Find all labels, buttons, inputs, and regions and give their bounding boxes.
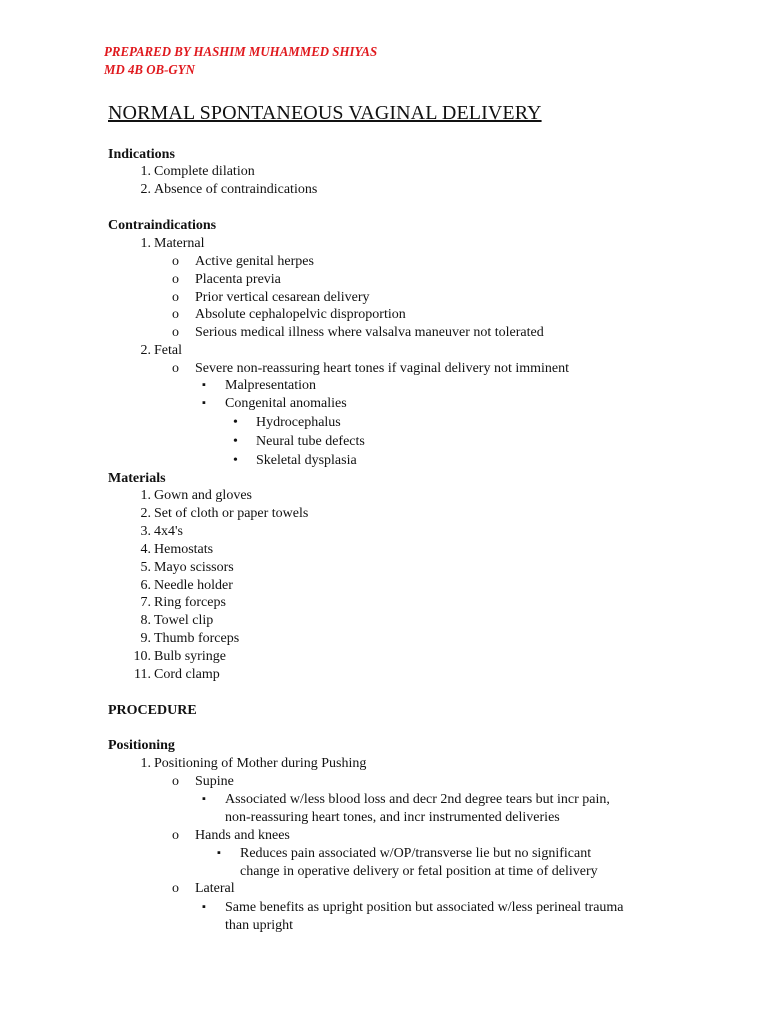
list-item: Placenta previa [195,272,281,287]
materials-heading: Materials [108,471,166,486]
prepared-by-line: PREPARED BY HASHIM MUHAMMED SHIYAS [104,45,378,60]
list-marker: 1. [140,488,151,503]
bullet-marker: o [172,272,179,287]
square-bullet-marker: ▪ [217,847,221,859]
material-item: Bulb syringe [154,649,226,664]
indications-heading: Indications [108,147,175,162]
list-marker: 11. [134,667,151,682]
list-item: Prior vertical cesarean delivery [195,290,370,305]
square-bullet-marker: ▪ [202,379,206,391]
bullet-marker: o [172,254,179,269]
material-item: Set of cloth or paper towels [154,506,309,521]
material-item: Cord clamp [154,667,220,682]
lateral-detail-line1: Same benefits as upright position but associated w/less perineal trauma [225,900,624,915]
list-marker: 10. [133,649,151,664]
document-title: NORMAL SPONTANEOUS VAGINAL DELIVERY [108,102,542,124]
list-marker: 2. [140,182,151,197]
lateral-detail-line2: than upright [225,918,294,933]
material-item: 4x4's [154,524,183,539]
list-item: Active genital herpes [195,254,314,269]
dot-bullet-marker: • [233,453,238,468]
list-marker: 3. [140,524,151,539]
list-item: Positioning of Mother during Pushing [154,756,367,771]
list-marker: 6. [140,578,151,593]
list-marker: 4. [140,542,151,557]
square-bullet-marker: ▪ [202,901,206,913]
material-item: Mayo scissors [154,560,234,575]
list-marker: 1. [140,236,151,251]
bullet-marker: o [172,290,179,305]
material-item: Gown and gloves [154,488,252,503]
bullet-marker: o [172,361,179,376]
author-role-line: MD 4B OB-GYN [104,63,195,78]
square-bullet-marker: ▪ [202,793,206,805]
position-hands-knees: Hands and knees [195,828,290,843]
list-item-fetal: Fetal [154,343,182,358]
list-item: Skeletal dysplasia [256,453,357,468]
list-marker: 9. [140,631,151,646]
material-item: Needle holder [154,578,233,593]
dot-bullet-marker: • [233,434,238,449]
bullet-marker: o [172,307,179,322]
list-item: Congenital anomalies [225,396,347,411]
material-item: Hemostats [154,542,214,557]
list-item: Hydrocephalus [256,415,341,430]
hands-knees-detail-line2: change in operative delivery or fetal position at time of delivery [240,864,598,879]
list-marker: 2. [140,506,151,521]
material-item: Thumb forceps [154,631,240,646]
list-item: Complete dilation [154,164,255,179]
list-item: Severe non-reassuring heart tones if vaginal delivery not imminent [195,361,570,376]
supine-detail-line1: Associated w/less blood loss and decr 2nd degree tears but incr pain, [225,792,610,807]
hands-knees-detail-line1: Reduces pain associated w/OP/transverse lie but no significant [240,846,592,861]
bullet-marker: o [172,828,179,843]
dot-bullet-marker: • [233,415,238,430]
bullet-marker: o [172,325,179,340]
list-item: Neural tube defects [256,434,365,449]
position-lateral: Lateral [195,881,235,896]
list-item-maternal: Maternal [154,236,205,251]
bullet-marker: o [172,774,179,789]
supine-detail-line2: non-reassuring heart tones, and incr instrumented deliveries [225,810,560,825]
list-item: Absence of contraindications [154,182,318,197]
list-marker: 7. [140,595,151,610]
list-item: Serious medical illness where valsalva maneuver not tolerated [195,325,544,340]
list-marker: 1. [140,164,151,179]
position-supine: Supine [195,774,234,789]
square-bullet-marker: ▪ [202,397,206,409]
material-item: Ring forceps [154,595,226,610]
list-marker: 1. [140,756,151,771]
list-marker: 8. [140,613,151,628]
list-marker: 5. [140,560,151,575]
material-item: Towel clip [154,613,214,628]
list-marker: 2. [140,343,151,358]
list-item: Malpresentation [225,378,316,393]
positioning-heading: Positioning [108,738,175,753]
procedure-heading: PROCEDURE [108,703,197,718]
bullet-marker: o [172,881,179,896]
list-item: Absolute cephalopelvic disproportion [195,307,406,322]
contraindications-heading: Contraindications [108,218,217,233]
